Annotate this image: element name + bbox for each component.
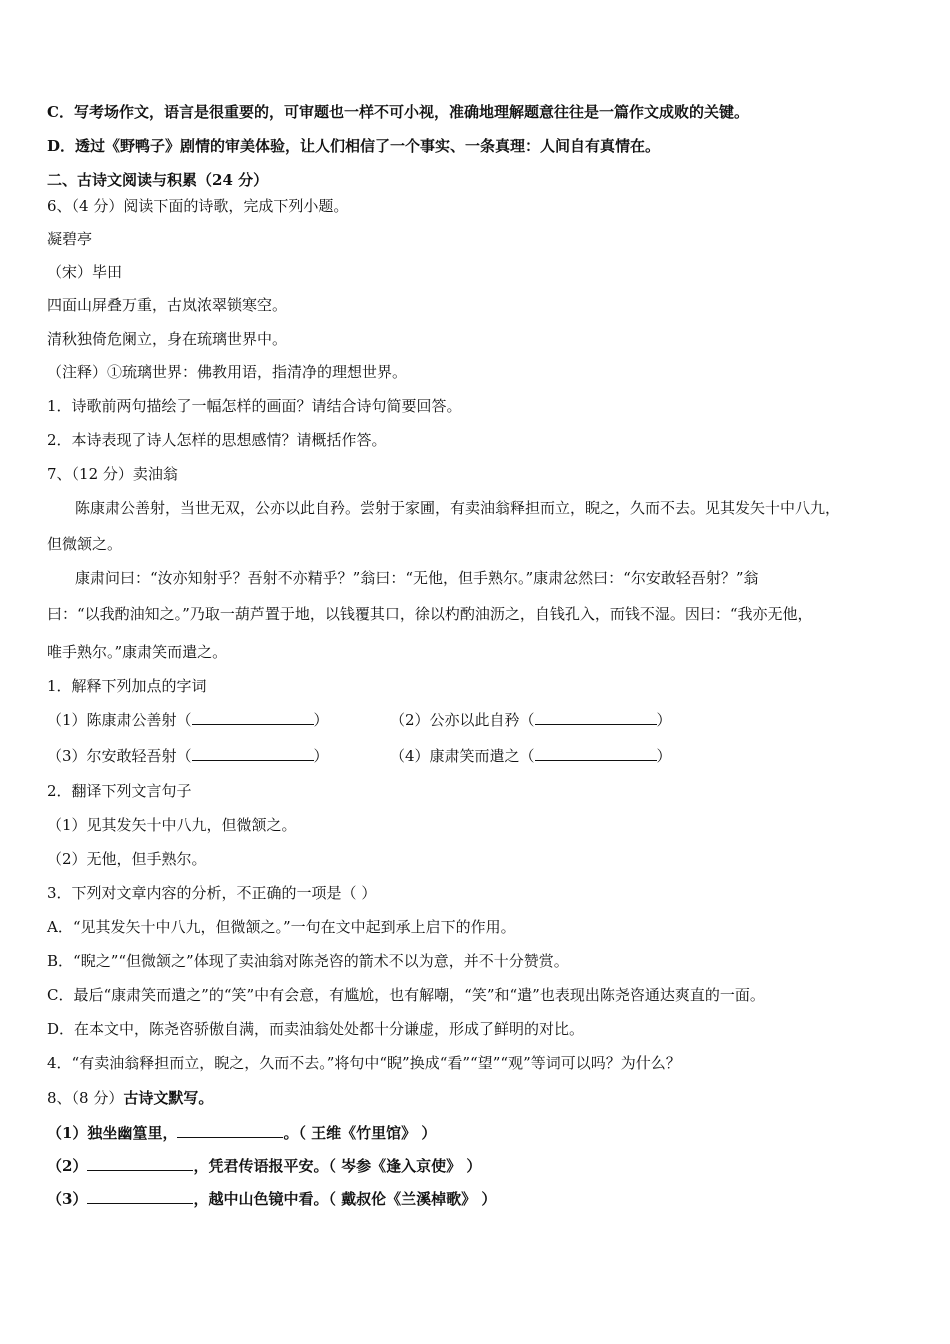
answer-blank[interactable]	[177, 1122, 283, 1138]
blank-item-label: （3）尔安敢轻吾射（	[47, 747, 192, 765]
passage-paragraph: 但微颔之。	[47, 535, 123, 553]
question-7-3: 3．下列对文章内容的分析，不正确的一项是（ ）	[47, 884, 377, 902]
option-c: C．写考场作文，语言是很重要的，可审题也一样不可小视，准确地理解题意往往是一篇作文成败的关键。	[47, 103, 749, 121]
blank-item-label: （1）陈康肃公善射（	[47, 711, 192, 729]
answer-blank[interactable]	[535, 709, 657, 725]
translate-item: （1）见其发矢十中八九，但微颔之。	[47, 816, 297, 834]
choice-a: A．“见其发矢十中八九，但微颔之。”一句在文中起到承上启下的作用。	[47, 918, 516, 936]
section-heading: 二、古诗文阅读与积累（24 分）	[47, 171, 269, 189]
close-paren: ）	[313, 711, 329, 729]
recite-text: （2）	[47, 1157, 88, 1175]
blank-item-label: （2）公亦以此自矜（	[390, 711, 535, 729]
recite-text: （1）独坐幽篁里，	[47, 1124, 178, 1142]
passage-paragraph: 陈康肃公善射，当世无双，公亦以此自矜。尝射于家圃，有卖油翁释担而立，睨之，久而不去。见其发矢十中八九，	[75, 499, 841, 517]
answer-blank[interactable]	[192, 745, 314, 761]
poem-line: 四面山屏叠万重，古岚浓翠锁寒空。	[47, 296, 288, 314]
question-7-2: 2．翻译下列文言句子	[47, 782, 192, 800]
blank-item-2	[390, 709, 672, 730]
question-8-title: 古诗文默写。	[123, 1089, 214, 1107]
recite-source: 。（ 王维《竹里馆》 ）	[283, 1124, 437, 1142]
blank-item-label: （4）康肃笑而遣之（	[390, 747, 535, 765]
passage-paragraph: 曰：“以我酌油知之。”乃取一葫芦置于地，以钱覆其口，徐以杓酌油沥之，自钱孔入，而钱不湿。因曰：“我亦无他，	[47, 605, 813, 623]
question-6: 6、（4 分）阅读下面的诗歌，完成下列小题。	[47, 197, 349, 215]
poem-title: 凝碧亭	[47, 230, 93, 248]
recite-source: ，越中山色镜中看。（ 戴叔伦《兰溪棹歌》 ）	[193, 1190, 497, 1208]
recite-item-2	[47, 1155, 481, 1176]
question-7-4: 4．“有卖油翁释担而立，睨之，久而不去。”将句中“睨”换成“看”“望”“观”等词可以吗？为什么？	[47, 1054, 681, 1072]
question-8-prefix: 8、（8 分）	[47, 1089, 124, 1107]
passage-paragraph: 唯手熟尔。”康肃笑而遣之。	[47, 643, 228, 661]
recite-source: ，凭君传语报平安。（ 岑参《逢入京使》 ）	[193, 1157, 482, 1175]
choice-d: D．在本文中，陈尧咨骄傲自满，而卖油翁处处都十分谦虚，形成了鲜明的对比。	[47, 1020, 585, 1038]
poem-note: （注释）①琉璃世界：佛教用语，指清净的理想世界。	[47, 363, 408, 381]
poem-author: （宋）毕田	[47, 263, 123, 281]
blank-item-4	[390, 745, 672, 766]
poem-line: 清秋独倚危阑立，身在琉璃世界中。	[47, 330, 288, 348]
passage-paragraph: 康肃问曰：“汝亦知射乎？吾射不亦精乎？”翁曰：“无他，但手熟尔。”康肃忿然曰：“尔安敢轻吾射？”翁	[75, 569, 759, 587]
question-8	[47, 1088, 213, 1108]
answer-blank[interactable]	[87, 1188, 193, 1204]
close-paren: ）	[313, 747, 329, 765]
answer-blank[interactable]	[87, 1155, 193, 1171]
close-paren: ）	[656, 747, 672, 765]
recite-item-1	[47, 1122, 436, 1143]
translate-item: （2）无他，但手熟尔。	[47, 850, 207, 868]
answer-blank[interactable]	[535, 745, 657, 761]
question-6-1: 1．诗歌前两句描绘了一幅怎样的画面？请结合诗句简要回答。	[47, 397, 462, 415]
question-7-1: 1．解释下列加点的字词	[47, 677, 207, 695]
question-6-2: 2．本诗表现了诗人怎样的思想感情？请概括作答。	[47, 431, 387, 449]
choice-b: B．“睨之”“但微颔之”体现了卖油翁对陈尧咨的箭术不以为意，并不十分赞赏。	[47, 952, 569, 970]
option-d: D．透过《野鸭子》剧情的审美体验，让人们相信了一个事实、一条真理：人间自有真情在。	[47, 137, 661, 155]
blank-item-1	[47, 709, 329, 730]
close-paren: ）	[656, 711, 672, 729]
answer-blank[interactable]	[192, 709, 314, 725]
choice-c: C．最后“康肃笑而遣之”的“笑”中有会意，有尴尬，也有解嘲，“笑”和“遣”也表现出陈尧咨通达爽直的一面。	[47, 986, 765, 1004]
recite-item-3	[47, 1188, 496, 1209]
recite-text: （3）	[47, 1190, 88, 1208]
question-7: 7、（12 分）卖油翁	[47, 465, 178, 483]
blank-item-3	[47, 745, 329, 766]
